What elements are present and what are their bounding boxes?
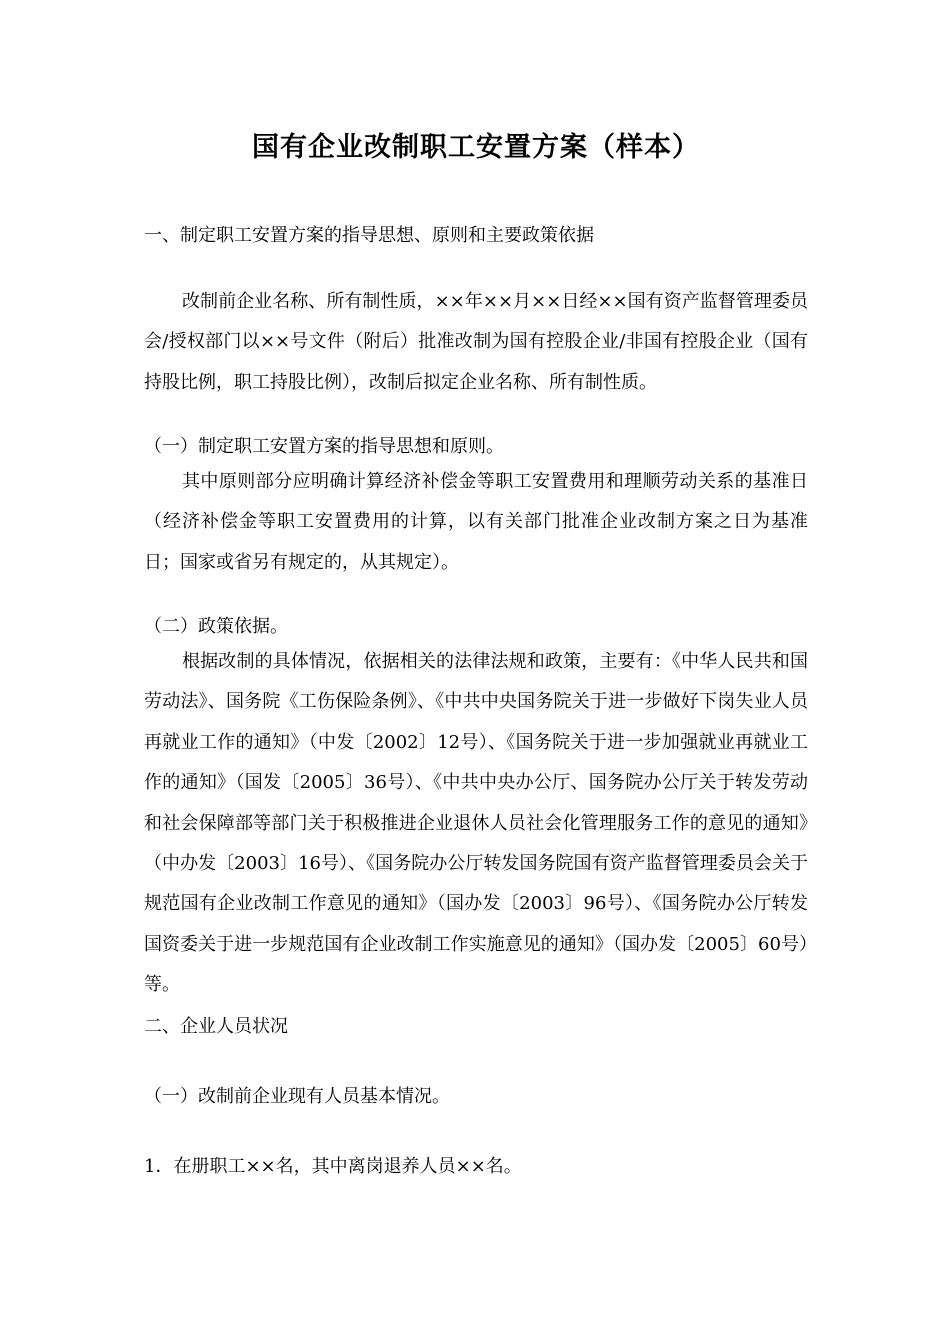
list-item-1: 1．在册职工××名，其中离岗退养人员××名。: [144, 1156, 522, 1177]
section-2-subsection-1-heading: （一）改制前企业现有人员基本情况。: [144, 1086, 450, 1107]
subsection-1-heading: （一）制定职工安置方案的指导思想和原则。: [144, 436, 504, 457]
document-title: 国有企业改制职工安置方案（样本）: [252, 132, 700, 163]
section-1-intro-paragraph: 改制前企业名称、所有制性质，××年××月××日经××国有资产监督管理委员会/授权部门以××号文件（附后）批准改制为国有控股企业/非国有控股企业（国有持股比例，职工持股比例），改制后拟定企业名称、所有制性质。: [144, 291, 808, 393]
subsection-2-paragraph: 根据改制的具体情况，依据相关的法律法规和政策，主要有：《中华人民共和国劳动法》、国务院《工伤保险条例》、《中共中央国务院关于进一步做好下岗失业人员再就业工作的通知》（中发〔2002〕12号）、《国务院关于进一步加强就业再就业工作的通知》（国发〔2005〕36号）、《中共中央办公厅、国务院办公厅关于转发劳动和社会保障部等部门关于积极推进企业退休人员社会化管理服务工作的意见的通知》（中办发〔2003〕16号）、《国务院办公厅转发国务院国有资产监督管理委员会关于规范国有企业改制工作意见的通知》（国办发〔2003〕96号）、《国务院办公厅转发国资委关于进一步规范国有企业改制工作实施意见的通知》（国办发〔2005〕60号）等。: [144, 651, 808, 996]
section-1-heading: 一、制定职工安置方案的指导思想、原则和主要政策依据: [144, 225, 594, 246]
section-2-heading: 二、企业人员状况: [144, 1016, 288, 1037]
subsection-2-heading: （二）政策依据。: [144, 616, 288, 637]
subsection-1-paragraph: 其中原则部分应明确计算经济补偿金等职工安置费用和理顺劳动关系的基准日（经济补偿金等职工安置费用的计算，以有关部门批准企业改制方案之日为基准日；国家或省另有规定的，从其规定）。: [144, 471, 808, 573]
